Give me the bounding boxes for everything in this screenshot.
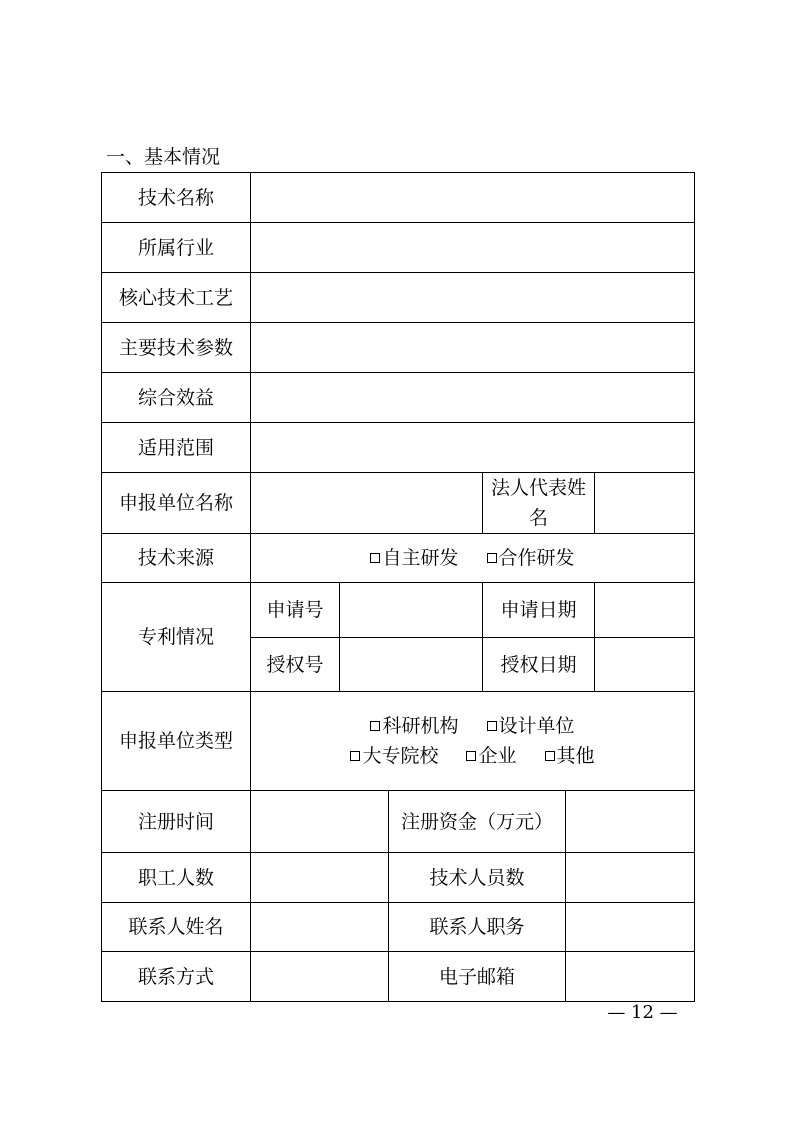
label-reg-capital: 注册资金（万元） (389, 791, 566, 853)
label-tech-source: 技术来源 (102, 534, 251, 583)
option-design-unit[interactable]: 设计单位 (487, 715, 575, 737)
label-tech-name: 技术名称 (102, 173, 251, 223)
field-core-process[interactable] (251, 273, 695, 323)
field-benefits[interactable] (251, 373, 695, 423)
checkbox-icon[interactable] (350, 751, 360, 761)
label-contact-name: 联系人姓名 (102, 903, 251, 952)
field-grant-date[interactable] (595, 638, 695, 692)
field-main-params[interactable] (251, 323, 695, 373)
field-applicant-name[interactable] (251, 473, 483, 534)
option-college[interactable]: 大专院校 (350, 745, 438, 767)
field-reg-capital[interactable] (566, 791, 695, 853)
field-scope[interactable] (251, 423, 695, 473)
field-tech-name[interactable] (251, 173, 695, 223)
field-industry[interactable] (251, 223, 695, 273)
checkbox-icon[interactable] (370, 721, 380, 731)
checkbox-icon[interactable] (370, 553, 380, 563)
field-legal-rep[interactable] (595, 473, 695, 534)
field-tech-staff-count[interactable] (566, 853, 695, 903)
label-main-params: 主要技术参数 (102, 323, 251, 373)
section-heading: 一、基本情况 (106, 146, 221, 168)
label-grant-no: 授权号 (251, 638, 340, 692)
label-benefits: 综合效益 (102, 373, 251, 423)
checkbox-icon[interactable] (487, 553, 497, 563)
field-application-no[interactable] (340, 583, 483, 638)
label-industry: 所属行业 (102, 223, 251, 273)
applicant-type-options (251, 692, 695, 791)
field-grant-no[interactable] (340, 638, 483, 692)
field-email[interactable] (566, 952, 695, 1002)
checkbox-icon[interactable] (545, 751, 555, 761)
label-tech-staff-count: 技术人员数 (389, 853, 566, 903)
option-self-developed[interactable]: 自主研发 (370, 547, 458, 569)
checkbox-icon[interactable] (487, 721, 497, 731)
label-applicant-name: 申报单位名称 (102, 473, 251, 534)
option-co-developed[interactable]: 合作研发 (487, 547, 575, 569)
label-legal-rep: 法人代表姓名 (483, 473, 595, 534)
label-applicant-type: 申报单位类型 (102, 692, 251, 791)
label-reg-time: 注册时间 (102, 791, 251, 853)
field-contact-name[interactable] (251, 903, 389, 952)
label-contact-position: 联系人职务 (389, 903, 566, 952)
checkbox-icon[interactable] (466, 751, 476, 761)
applicant-type-options-line2 (255, 741, 690, 771)
label-email: 电子邮箱 (389, 952, 566, 1002)
label-staff-count: 职工人数 (102, 853, 251, 903)
field-contact-position[interactable] (566, 903, 695, 952)
label-application-date: 申请日期 (483, 583, 595, 638)
label-contact-method: 联系方式 (102, 952, 251, 1002)
label-application-no: 申请号 (251, 583, 340, 638)
label-scope: 适用范围 (102, 423, 251, 473)
field-application-date[interactable] (595, 583, 695, 638)
field-contact-method[interactable] (251, 952, 389, 1002)
page-number: — 12 — (607, 1002, 678, 1023)
label-patent: 专利情况 (102, 583, 251, 692)
field-staff-count[interactable] (251, 853, 389, 903)
label-core-process: 核心技术工艺 (102, 273, 251, 323)
applicant-type-options-line1 (255, 711, 690, 741)
field-reg-time[interactable] (251, 791, 389, 853)
tech-source-options (251, 534, 695, 583)
option-enterprise[interactable]: 企业 (466, 745, 516, 767)
option-other[interactable]: 其他 (545, 745, 595, 767)
option-research-institute[interactable]: 科研机构 (370, 715, 458, 737)
basic-info-table (101, 172, 695, 1002)
label-grant-date: 授权日期 (483, 638, 595, 692)
